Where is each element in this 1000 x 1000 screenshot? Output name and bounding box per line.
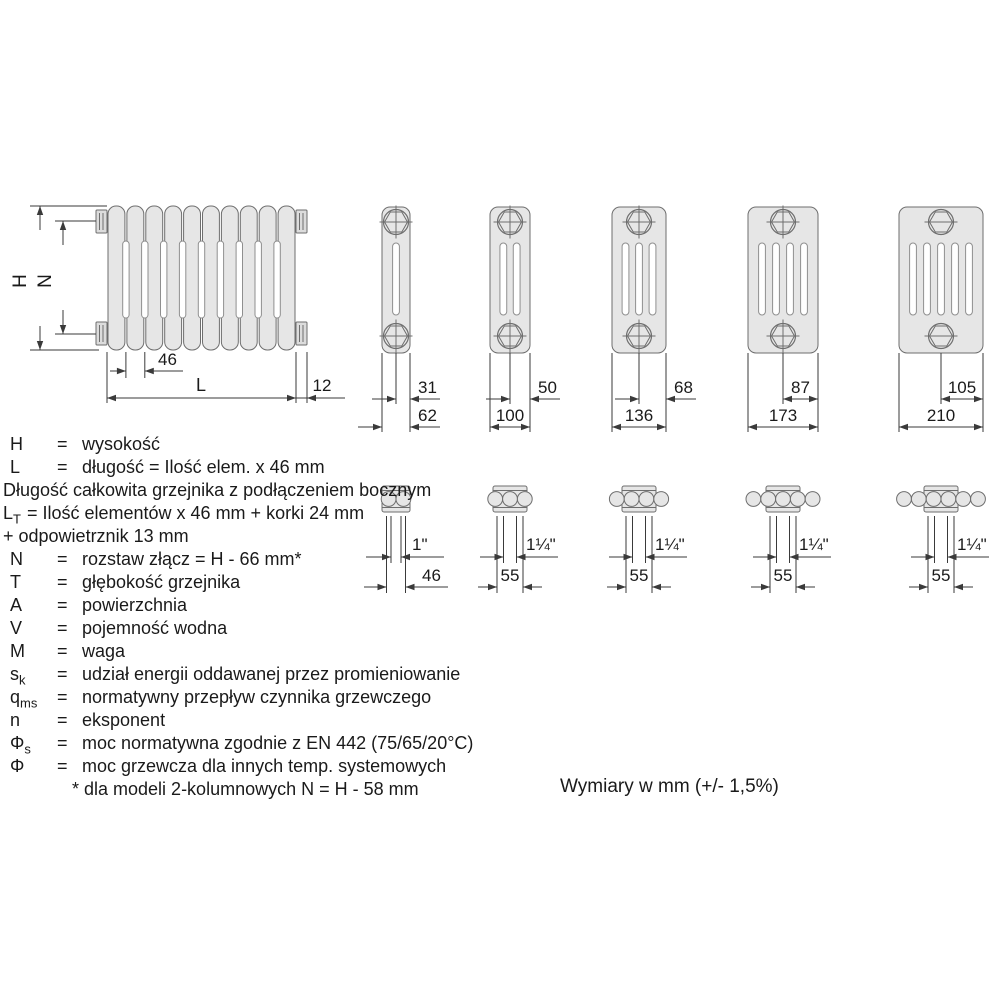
symbol-subscript: s — [24, 741, 31, 757]
legend-paragraph — [3, 503, 364, 527]
dim-label-H: H — [10, 274, 31, 288]
section-slot — [773, 243, 780, 315]
legend-equals: = — [57, 618, 68, 638]
legend-equals: = — [57, 549, 68, 569]
symbol-text: s — [10, 664, 19, 684]
top-column-circle — [911, 492, 926, 507]
legend-description: powierzchnia — [82, 595, 188, 615]
legend-description: długość = Ilość elem. x 46 mm — [82, 457, 325, 477]
legend-equals: = — [57, 641, 68, 661]
top-column-circle — [639, 492, 654, 507]
dim-thread — [609, 535, 687, 560]
section-slot — [513, 243, 520, 315]
legend-row-T-6 — [0, 572, 480, 595]
dim-half-width — [615, 378, 696, 402]
arrowhead-icon — [495, 554, 504, 560]
arrowhead-icon — [488, 584, 497, 590]
legend-row-n-12 — [0, 710, 480, 733]
symbol-text: n — [10, 710, 21, 730]
legend-equals: = — [57, 710, 68, 730]
dim-label: 1" — [412, 535, 428, 554]
dim-label-N: N — [35, 274, 56, 288]
legend-description: moc normatywna zgodnie z EN 442 (75/65/20°C) — [82, 733, 474, 753]
paragraph-text: = Ilość elementów x 46 mm + korki 24 mm — [26, 503, 365, 523]
symbol-subscript: T — [13, 511, 21, 527]
dim-label: 173 — [768, 406, 798, 425]
top-column-circle — [746, 492, 761, 507]
top-view-5col — [746, 486, 831, 593]
cross-section-4col — [612, 206, 696, 433]
dim-pitch — [607, 566, 671, 590]
legend-row-M-9 — [0, 641, 480, 664]
symbol-text: H — [10, 434, 23, 454]
arrowhead-icon — [926, 554, 935, 560]
arrowhead-icon — [624, 554, 633, 560]
legend-equals: = — [57, 595, 68, 615]
arrowhead-icon — [612, 424, 621, 430]
top-column-circle — [926, 492, 941, 507]
top-column-circle — [609, 492, 624, 507]
top-column-circle — [971, 492, 986, 507]
top-column-circle — [956, 492, 971, 507]
legend-symbol — [10, 434, 23, 455]
dimensions-note: Wymiary w mm (+/- 1,5%) — [560, 776, 779, 797]
top-column-circle — [624, 492, 639, 507]
legend-footnote: * dla modeli 2-kolumnowych N = H - 58 mm — [72, 779, 419, 799]
dim-full-width — [899, 406, 983, 430]
top-column-circle — [790, 492, 805, 507]
legend-description: normatywny przepływ czynnika grzewczego — [82, 687, 432, 707]
dim-thread — [480, 535, 558, 560]
section-slot — [636, 243, 643, 315]
legend-equals: = — [57, 756, 68, 776]
legend — [0, 0, 480, 1000]
legend-row-text-4 — [0, 526, 480, 549]
section-slot — [938, 243, 945, 315]
symbol-text: L — [3, 503, 14, 523]
symbol-text: V — [10, 618, 23, 638]
legend-description: wysokość — [82, 434, 161, 454]
dim-half-width — [783, 378, 818, 402]
legend-row-A-7 — [0, 595, 480, 618]
legend-row-V-8 — [0, 618, 480, 641]
legend-description: rozstaw złącz = H - 66 mm* — [82, 549, 302, 569]
top-view-4col — [607, 486, 687, 593]
dim-thread — [911, 535, 989, 560]
legend-description: udział energii oddawanej przez promieniowanie — [82, 664, 461, 684]
top-view-3col — [478, 486, 558, 593]
legend-row-s-10 — [0, 664, 480, 687]
legend-symbol — [10, 641, 25, 662]
section-slot — [910, 243, 917, 315]
dim-half-width — [941, 378, 983, 402]
dim-label: 210 — [926, 406, 956, 425]
section-slot — [952, 243, 959, 315]
legend-description: głębokość grzejnika — [82, 572, 241, 592]
cross-section-6col — [899, 207, 983, 432]
symbol-text: Φ — [10, 733, 25, 753]
arrowhead-icon — [646, 554, 655, 560]
arrowhead-icon — [974, 424, 983, 430]
arrowhead-icon — [919, 584, 928, 590]
legend-symbol — [10, 549, 23, 570]
arrowhead-icon — [948, 554, 957, 560]
top-column-circle — [488, 492, 503, 507]
top-column-circle — [805, 492, 820, 507]
dim-full-width — [490, 406, 530, 430]
top-column-circle — [654, 492, 669, 507]
symbol-text: q — [10, 687, 21, 707]
arrowhead-icon — [954, 584, 963, 590]
arrowhead-icon — [790, 554, 799, 560]
legend-row-Φ-14 — [0, 756, 480, 779]
symbol-text: M — [10, 641, 25, 661]
top-column-circle — [761, 492, 776, 507]
legend-row-H-0 — [0, 434, 480, 457]
dim-label: 1¼" — [655, 535, 685, 554]
dim-pitch — [909, 566, 973, 590]
dim-label: 1¼" — [799, 535, 829, 554]
arrowhead-icon — [748, 424, 757, 430]
dim-label: 55 — [629, 566, 649, 585]
arrowhead-icon — [899, 424, 908, 430]
symbol-subscript: k — [19, 672, 26, 688]
dim-label-12: 12 — [312, 376, 332, 395]
arrowhead-icon — [501, 396, 510, 402]
legend-symbol — [10, 756, 24, 777]
legend-symbol — [10, 710, 20, 731]
dim-pitch — [751, 566, 815, 590]
dim-label: 46 — [422, 566, 441, 585]
legend-row-Φ-13 — [0, 733, 480, 756]
legend-description: eksponent — [82, 710, 166, 730]
top-view-6col — [897, 486, 989, 593]
legend-symbol — [10, 664, 26, 688]
legend-paragraph: + odpowietrznik 13 mm — [3, 526, 189, 546]
dim-thread — [753, 535, 831, 560]
dim-label: 105 — [947, 378, 977, 397]
dim-label: 50 — [538, 378, 557, 397]
legend-row-text-2 — [0, 480, 480, 503]
arrowhead-icon — [768, 554, 777, 560]
top-column-circle — [776, 492, 791, 507]
arrowhead-icon — [617, 584, 626, 590]
dim-label: 100 — [495, 406, 525, 425]
arrowhead-icon — [630, 396, 639, 402]
dim-label: 136 — [624, 406, 654, 425]
dim-label: 55 — [500, 566, 520, 585]
legend-description: moc grzewcza dla innych temp. systemowych — [82, 756, 447, 776]
section-slot — [801, 243, 808, 315]
top-column-circle — [941, 492, 956, 507]
arrowhead-icon — [761, 584, 770, 590]
section-slot — [759, 243, 766, 315]
dim-label: 55 — [931, 566, 951, 585]
dim-label: 55 — [773, 566, 793, 585]
dim-label-46: 46 — [158, 350, 177, 369]
dim-label: 62 — [418, 406, 437, 425]
legend-symbol — [10, 457, 20, 478]
legend-row-q-11 — [0, 687, 480, 710]
cross-section-5col — [748, 206, 818, 433]
section-slot — [622, 243, 629, 315]
legend-description: pojemność wodna — [82, 618, 228, 638]
legend-equals: = — [57, 687, 68, 707]
legend-equals: = — [57, 572, 68, 592]
legend-symbol — [10, 595, 22, 616]
legend-description: waga — [82, 641, 126, 661]
symbol-text: N — [10, 549, 23, 569]
legend-symbol — [10, 687, 37, 711]
legend-symbol — [10, 572, 21, 593]
arrowhead-icon — [809, 396, 818, 402]
legend-paragraph: Długość całkowita grzejnika z podłączeniem bocznym — [3, 480, 432, 500]
top-column-circle — [897, 492, 912, 507]
legend-equals: = — [57, 664, 68, 684]
legend-row-L-3 — [0, 503, 480, 526]
arrowhead-icon — [809, 424, 818, 430]
dim-label-L: L — [195, 375, 207, 395]
legend-symbol — [10, 733, 31, 757]
section-slot — [649, 243, 656, 315]
legend-equals: = — [57, 733, 68, 753]
legend-row-L-1 — [0, 457, 480, 480]
top-column-circle — [503, 492, 518, 507]
dim-label: 68 — [674, 378, 693, 397]
dim-half-width — [486, 378, 560, 402]
section-slot — [787, 243, 794, 315]
arrowhead-icon — [796, 584, 805, 590]
dim-label: 31 — [418, 378, 437, 397]
dim-label: 1¼" — [526, 535, 556, 554]
dim-label: 87 — [791, 378, 810, 397]
symbol-text: Φ — [10, 756, 25, 776]
cross-section-3col — [486, 206, 560, 433]
arrowhead-icon — [517, 554, 526, 560]
legend-equals: = — [57, 457, 68, 477]
legend-equals: = — [57, 434, 68, 454]
section-slot — [966, 243, 973, 315]
symbol-text: A — [10, 595, 23, 615]
legend-row-N-5 — [0, 549, 480, 572]
legend-row-note-15 — [0, 779, 480, 802]
arrowhead-icon — [657, 424, 666, 430]
arrowhead-icon — [523, 584, 532, 590]
symbol-text: T — [10, 572, 21, 592]
section-slot — [924, 243, 931, 315]
symbol-subscript: ms — [20, 695, 38, 711]
dim-label: 1¼" — [957, 535, 987, 554]
dim-pitch — [478, 566, 542, 590]
top-column-circle — [517, 492, 532, 507]
section-slot — [500, 243, 507, 315]
legend-symbol — [10, 618, 22, 639]
arrowhead-icon — [652, 584, 661, 590]
dim-full-width — [612, 406, 666, 430]
dim-full-width — [748, 406, 818, 430]
symbol-text: L — [10, 457, 21, 477]
